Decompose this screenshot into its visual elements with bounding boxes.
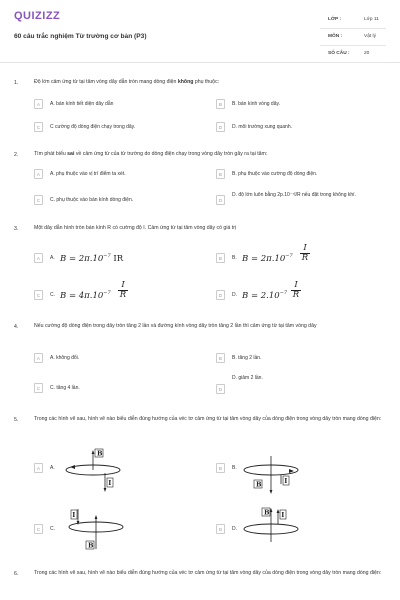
fraction <box>118 281 128 300</box>
option-letter-box: C <box>34 122 43 132</box>
option-letter-box: D <box>216 524 225 534</box>
option-letter-box: B <box>216 253 225 263</box>
figure-d <box>236 504 306 552</box>
formula <box>242 253 293 264</box>
figure-c <box>58 505 128 553</box>
meta-row-count <box>320 46 386 63</box>
option-text: C. phụ thuộc vào bán kính dòng điện. <box>50 197 134 203</box>
option-text: A. bán kính tiết diện dây dẫn <box>50 101 114 107</box>
option-text: D. giảm 2 lần. <box>232 375 263 381</box>
label-i: I <box>281 511 285 519</box>
formula-exponent: −7 <box>103 253 111 259</box>
option-text: B. phụ thuộc vào cường độ dòng điện. <box>232 171 318 177</box>
option-letter-box: A <box>34 353 43 363</box>
figure-b <box>236 448 306 496</box>
worksheet-header <box>0 0 400 63</box>
formula-lhs: B = 4π.10 <box>60 290 104 301</box>
option-text: D. môi trường xung quanh. <box>232 124 292 130</box>
question-number: 1. <box>14 80 19 86</box>
question-text-part: Tìm phát biểu <box>34 151 68 157</box>
fraction-numerator: I <box>300 244 310 254</box>
figure-a <box>58 447 128 495</box>
option-letter-box: D <box>216 122 225 132</box>
option-letter-box: C <box>34 383 43 393</box>
label-b: B <box>264 508 270 517</box>
question-text: Một dây dẫn hình tròn bán kính R có cường độ I. Cảm ứng từ tại tâm vòng dây có giá trị <box>34 225 237 231</box>
formula-lhs: B = 2.10 <box>242 290 280 301</box>
question-number: 6. <box>14 571 19 577</box>
meta-row-class <box>320 12 386 29</box>
meta-value: 20 <box>364 51 370 56</box>
option-letter-box: C <box>34 195 43 205</box>
option-text: A. phụ thuộc vào vị trí điểm ta xét. <box>50 171 126 177</box>
option-letter-box: D <box>216 195 225 205</box>
label-b: B <box>256 480 262 489</box>
option-text: C. <box>50 526 55 532</box>
fraction-denominator: R <box>119 290 127 300</box>
question-text <box>34 150 390 158</box>
option-letter-box: C <box>34 290 43 300</box>
fraction-denominator: R <box>301 253 309 263</box>
option-letter-box: A <box>34 169 43 179</box>
quizizz-logo: QUIZIZZ <box>14 10 61 22</box>
option-letter-box: A <box>34 99 43 109</box>
question-emphasis: sai <box>67 151 75 157</box>
meta-key: MÔN : <box>328 34 343 39</box>
option-text: D. độ lớn luôn bằng 2p.10⁻⁷I/R nếu đặt trong không khí. <box>232 192 356 198</box>
meta-key: LỚP : <box>328 17 342 22</box>
question-number: 5. <box>14 417 19 423</box>
meta-value: Vật lý <box>364 34 376 39</box>
formula-exponent: −7 <box>279 290 288 296</box>
option-text: B. <box>232 465 237 471</box>
formula <box>242 290 287 301</box>
option-text: A. <box>50 465 55 471</box>
option-text: A. không đổi. <box>50 355 80 361</box>
option-prefix: D. <box>232 292 237 298</box>
meta-key: SỐ CÂU : <box>328 51 350 56</box>
label-i: I <box>284 477 288 485</box>
option-letter-box: B <box>216 353 225 363</box>
option-text: D. <box>232 526 237 532</box>
formula-exponent: −7 <box>285 253 293 259</box>
formula <box>60 253 123 264</box>
option-text: C. tăng 4 lần. <box>50 385 80 391</box>
question-number: 2. <box>14 152 19 158</box>
option-letter-box: A <box>34 463 43 473</box>
worksheet-meta <box>320 12 386 63</box>
option-prefix: C. <box>50 292 55 298</box>
meta-row-subject <box>320 29 386 46</box>
question-text <box>34 78 390 86</box>
fraction-denominator: R <box>292 290 300 300</box>
option-letter-box: B <box>216 463 225 473</box>
label-b: B <box>97 449 103 458</box>
option-letter-box: C <box>34 524 43 534</box>
formula-lhs: B = 2π.10 <box>242 253 286 264</box>
option-letter-box: D <box>216 384 225 394</box>
question-text-part: Độ lớn cảm ứng từ tại tâm vòng dây dẫn tròn mang dòng điện <box>34 79 178 85</box>
option-letter-box: B <box>216 169 225 179</box>
option-letter-box: B <box>216 99 225 109</box>
question-text: Trong các hình vẽ sau, hình vẽ nào biểu diễn đúng hướng của véc tơ cảm ứng từ tại tâm vòng dây của dòng điện trong vòng dây tròn mang dòng điện: <box>34 570 382 576</box>
option-letter-box: A <box>34 253 43 263</box>
fraction-numerator: I <box>118 281 128 291</box>
option-text: B. tăng 2 lần. <box>232 355 262 361</box>
option-prefix: B. <box>232 255 237 261</box>
question-text-part: về cảm ứng từ của từ trường do dòng điện chạy trong vòng dây tròn gây ra tại tâm: <box>74 151 268 157</box>
question-number: 3. <box>14 226 19 232</box>
question-emphasis: không <box>177 79 194 85</box>
formula <box>60 290 111 301</box>
option-text: C cường độ dòng điện chạy trong dây. <box>50 124 136 130</box>
label-i: I <box>72 511 76 519</box>
formula-rest: IR <box>110 253 124 264</box>
formula-exponent: −7 <box>103 290 111 296</box>
option-text: B. bán kính vòng dây. <box>232 101 280 107</box>
option-letter-box: D <box>216 290 225 300</box>
option-prefix: A. <box>50 255 55 261</box>
worksheet-title: 60 câu trắc nghiệm Từ trường cơ bản (P3) <box>14 33 147 40</box>
fraction <box>291 281 301 300</box>
label-i: I <box>108 479 112 487</box>
fraction <box>300 244 310 263</box>
question-text: Trong các hình vẽ sau, hình vẽ nào biểu diễn đúng hướng của véc tơ cảm ứng từ tại tâm vòng dây của dòng điện trong vòng dây tròn mang dòng điện: <box>34 416 382 422</box>
formula-lhs: B = 2π.10 <box>60 253 104 264</box>
meta-value: Lớp 11 <box>364 17 379 22</box>
label-b: B <box>88 541 94 550</box>
question-text: Nếu cường độ dòng điện trong dây tròn tăng 2 lần và đường kính vòng dây tròn tăng 2 lần thì cảm ứng từ tại tâm vòng dây <box>34 323 317 329</box>
fraction-numerator: I <box>291 281 301 291</box>
question-text-part: phụ thuộc: <box>193 79 220 85</box>
question-number: 4. <box>14 324 19 330</box>
